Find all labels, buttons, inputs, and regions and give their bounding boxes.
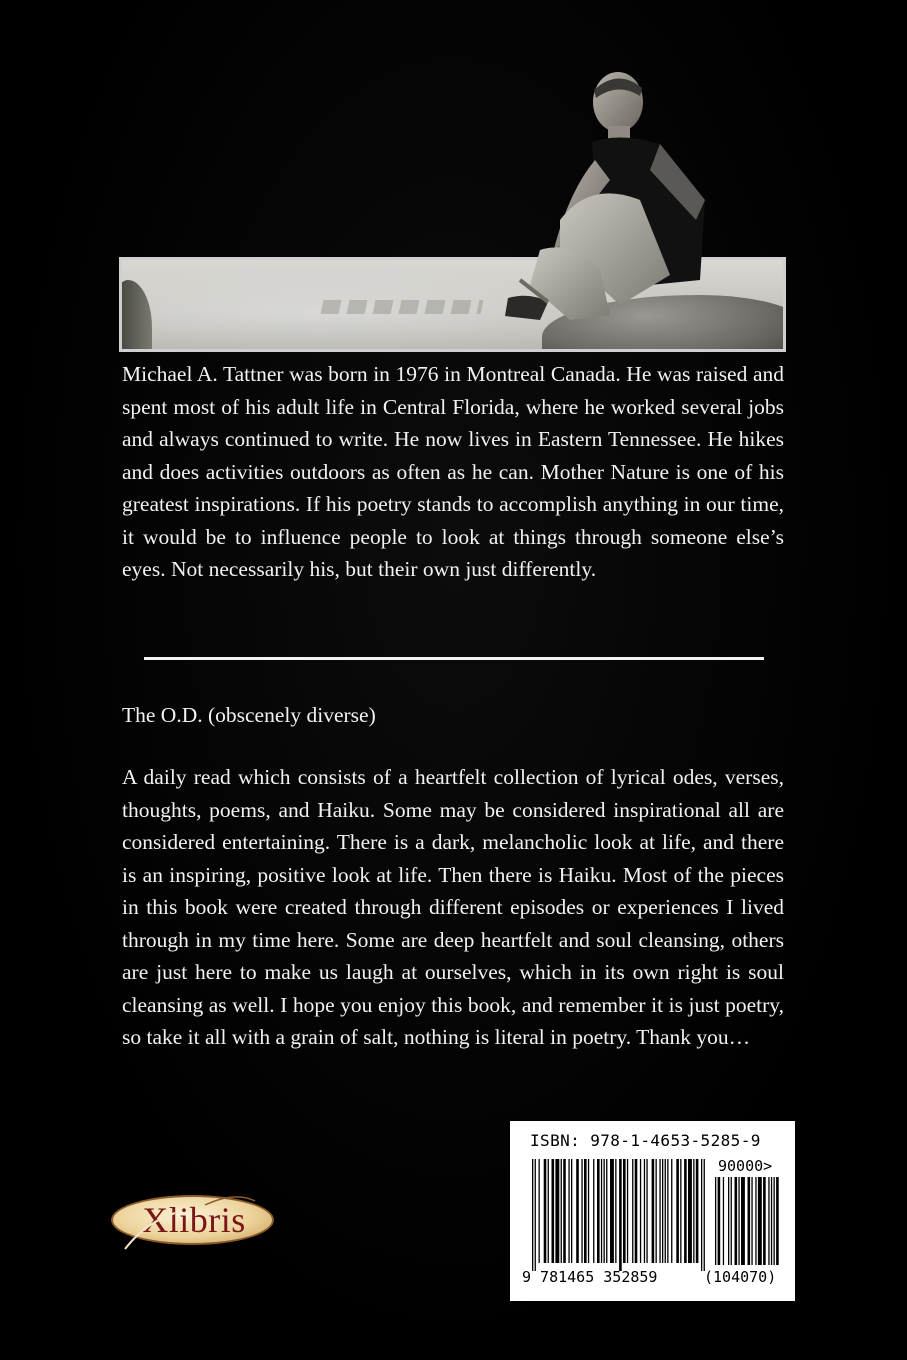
barcode-bar bbox=[659, 1159, 660, 1263]
barcode-bar bbox=[561, 1159, 562, 1263]
barcode-bar bbox=[584, 1159, 587, 1263]
barcode-bar bbox=[701, 1159, 702, 1271]
barcode-bar bbox=[615, 1159, 616, 1263]
book-blurb bbox=[122, 729, 784, 1054]
barcode-bar bbox=[555, 1159, 559, 1263]
publisher-logo bbox=[105, 1183, 280, 1255]
barcode-bar bbox=[606, 1159, 607, 1263]
barcode-addon-bar bbox=[751, 1177, 752, 1265]
author-photo bbox=[500, 70, 730, 330]
barcode-addon-bar bbox=[735, 1177, 738, 1265]
photo-lake-detail bbox=[321, 300, 484, 314]
barcode-bar bbox=[680, 1159, 681, 1263]
barcode-addon-bar bbox=[738, 1177, 739, 1265]
barcode-bar bbox=[619, 1159, 622, 1271]
barcode-bar bbox=[539, 1159, 540, 1263]
barcode-addon-bar bbox=[758, 1177, 762, 1265]
barcode-addon-bar bbox=[723, 1177, 724, 1265]
barcode-bar bbox=[662, 1159, 663, 1263]
barcode-bar bbox=[676, 1159, 679, 1263]
barcode-bar bbox=[601, 1159, 602, 1263]
barcode-bar bbox=[568, 1159, 569, 1263]
barcode-bar bbox=[563, 1159, 566, 1263]
barcode-addon-bar bbox=[748, 1177, 751, 1265]
barcode-bar bbox=[552, 1159, 555, 1263]
barcode-bar bbox=[635, 1159, 638, 1263]
book-blurb-text: A daily read which consists of a heartfelt collection of lyrical odes, verses, thoughts, poems, and Haiku. Some may be considered inspirational all are considered entertaining. There is a dark, melancholic look at life, and there is an inspiring, positive look at life. Then there is Haiku. Most of the pieces in this book were created through different episodes or experiences I lived through in my time here. Some are deep heartfelt and soul cleansing, others are just here to make us laugh at ourselves, which in its own right is soul cleansing as well. I hope you enjoy this book, and remember it is just poetry, so take it all with a grain of salt, nothing is literal in poetry. Thank you… bbox=[122, 765, 784, 1049]
barcode-addon-bar bbox=[776, 1177, 779, 1265]
barcode-bar bbox=[571, 1159, 572, 1263]
barcode-addon-bar bbox=[715, 1177, 716, 1265]
isbn-barcode bbox=[510, 1121, 795, 1301]
barcode-bar bbox=[604, 1159, 605, 1263]
barcode-bar bbox=[644, 1159, 645, 1263]
barcode-addon-bar bbox=[741, 1177, 745, 1265]
barcode-addon-bar bbox=[718, 1177, 721, 1265]
barcode-bar bbox=[627, 1159, 628, 1263]
barcode-bar bbox=[581, 1159, 582, 1263]
barcode-bar bbox=[588, 1159, 589, 1263]
barcode-addon-digits: (104070) bbox=[704, 1268, 777, 1286]
barcode-bar bbox=[656, 1159, 657, 1263]
author-figure-icon bbox=[500, 70, 730, 330]
barcode-addon-bar bbox=[774, 1177, 775, 1265]
publisher-name: Xlibris bbox=[142, 1200, 246, 1240]
barcode-bar bbox=[665, 1159, 666, 1263]
barcode-bar bbox=[623, 1159, 626, 1263]
barcode-addon-bar bbox=[771, 1177, 772, 1265]
author-bio: Michael A. Tattner was born in 1976 in Montreal Canada. He was raised and spent most of his adult life in Central Florida, where he worked several jobs and always continued to write. He now lives in Eastern Tennessee. He hikes and does activities outdoors as often as he can. Mother Nature is one of his greatest inspirations. If his poetry stands to accomplish anything in our time, it would be to influence people to look at things through someone else’s eyes. Not necessarily his, but their own just differently. bbox=[122, 362, 784, 581]
barcode-bar bbox=[646, 1159, 647, 1263]
barcode-addon-bar bbox=[755, 1177, 756, 1265]
section-divider bbox=[144, 657, 764, 660]
barcode-ean-digits: 9 781465 352859 bbox=[522, 1268, 658, 1286]
barcode-bar bbox=[640, 1159, 641, 1263]
barcode-bar bbox=[667, 1159, 668, 1263]
barcode-bar bbox=[597, 1159, 600, 1263]
barcode-bar bbox=[693, 1159, 694, 1263]
barcode-bar bbox=[688, 1159, 692, 1263]
barcode-bar bbox=[593, 1159, 594, 1263]
barcode-addon-bar bbox=[728, 1177, 729, 1265]
barcode-bar bbox=[544, 1159, 547, 1263]
barcode-bar bbox=[548, 1159, 549, 1263]
barcode-addon-bar bbox=[768, 1177, 769, 1265]
barcode-addon-bar bbox=[763, 1177, 766, 1265]
barcode-price-code: 90000> bbox=[718, 1157, 773, 1175]
barcode-bar bbox=[671, 1159, 672, 1263]
barcode-bar bbox=[704, 1159, 705, 1271]
barcode-bar bbox=[684, 1159, 687, 1263]
publisher-swoosh-icon bbox=[105, 1183, 280, 1255]
barcode-addon-bar bbox=[731, 1177, 732, 1265]
barcode-bar bbox=[535, 1159, 536, 1271]
barcode-bar bbox=[652, 1159, 655, 1263]
book-title: The O.D. (obscenely diverse) bbox=[122, 703, 376, 727]
barcode-bar bbox=[532, 1159, 533, 1271]
barcode-bar bbox=[696, 1159, 699, 1263]
barcode-bar bbox=[576, 1159, 579, 1263]
barcode-bar bbox=[610, 1159, 614, 1263]
isbn-label: ISBN: 978-1-4653-5285-9 bbox=[530, 1131, 761, 1150]
barcode-bar bbox=[632, 1159, 633, 1263]
